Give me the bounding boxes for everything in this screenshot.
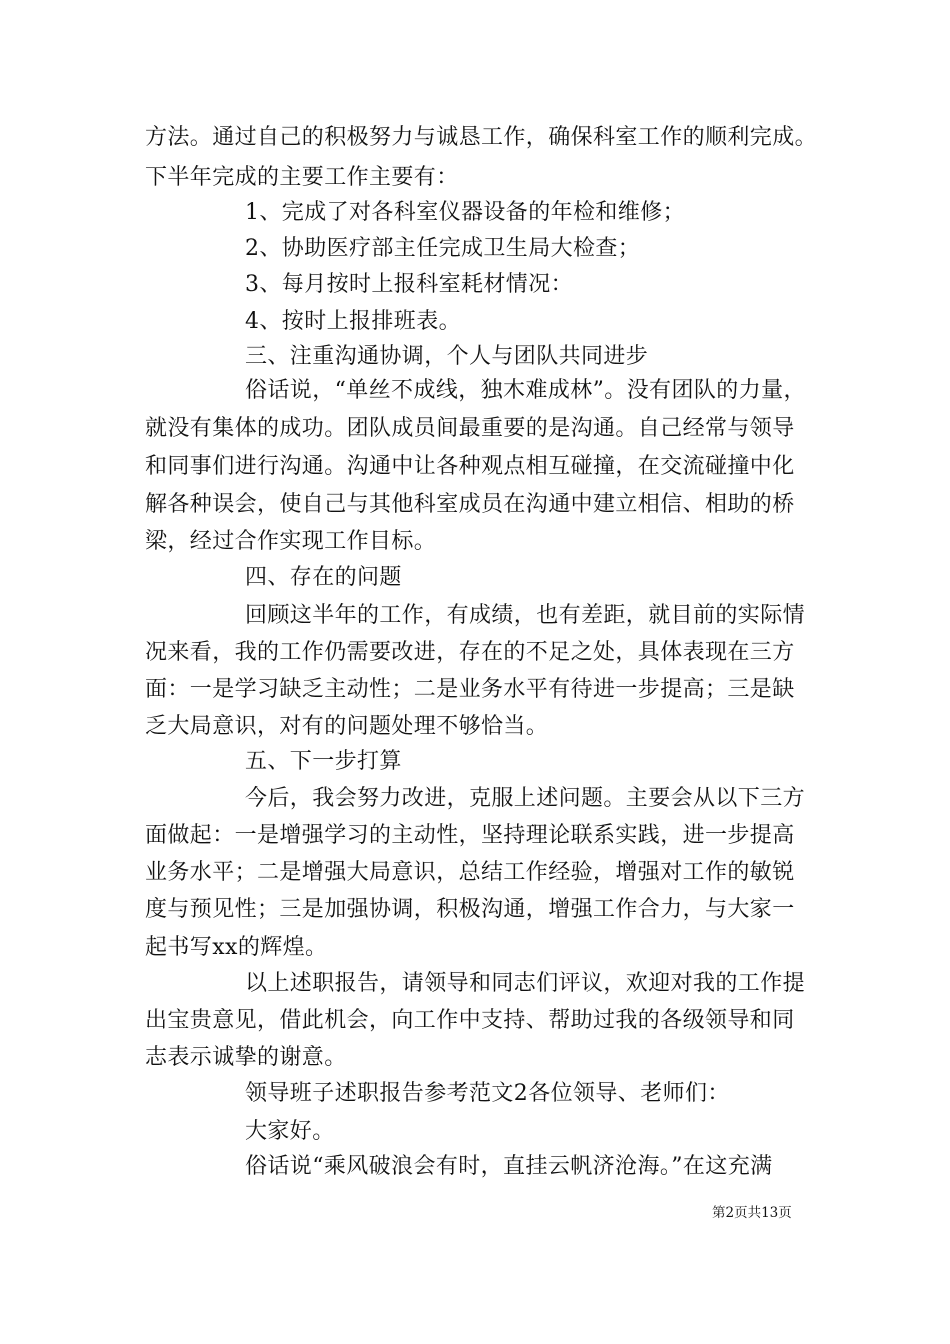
paragraph-line: 大家好。 [245, 1119, 335, 1144]
list-item: 4、按时上报排班表。 [245, 309, 461, 334]
paragraph-line: 就没有集体的成功。团队成员间最重要的是沟通。自己经常与领导 [145, 416, 795, 441]
paragraph-line: 业务水平；二是增强大局意识，总结工作经验，增强对工作的敏锐 [145, 860, 795, 885]
paragraph-line: 乏大局意识，对有的问题处理不够恰当。 [145, 714, 549, 739]
paragraph-line: 起书写xx的辉煌。 [145, 935, 328, 960]
paragraph-line: 出宝贵意见，借此机会，向工作中支持、帮助过我的各级领导和同 [145, 1008, 795, 1033]
list-item: 2、协助医疗部主任完成卫生局大检查； [245, 236, 641, 261]
paragraph-line: 况来看，我的工作仍需要改进，存在的不足之处，具体表现在三方 [145, 640, 795, 665]
paragraph-line: 俗话说“乘风破浪会有时，直挂云帆济沧海。”在这充满 [245, 1154, 773, 1179]
list-item: 1、完成了对各科室仪器设备的年检和维修； [245, 200, 685, 225]
section-heading: 五、下一步打算 [245, 749, 402, 774]
section-heading: 四、存在的问题 [245, 565, 402, 590]
paragraph-line: 面做起：一是增强学习的主动性，坚持理论联系实践，进一步提高 [145, 823, 795, 848]
page-number-footer: 第2页共13页 [712, 1205, 792, 1221]
paragraph-line: 以上述职报告，请领导和同志们评议，欢迎对我的工作提 [245, 971, 806, 996]
paragraph-line: 领导班子述职报告参考范文2各位领导、老师们： [245, 1081, 730, 1106]
paragraph-line: 志表示诚挚的谢意。 [145, 1045, 347, 1070]
paragraph-line: 下半年完成的主要工作主要有： [145, 165, 459, 190]
paragraph-line: 解各种误会，使自己与其他科室成员在沟通中建立相信、相助的桥 [145, 492, 795, 517]
paragraph-line: 回顾这半年的工作，有成绩，也有差距，就目前的实际情 [245, 603, 806, 628]
paragraph-line: 俗话说，“单丝不成线，独木难成林”。没有团队的力量， [245, 378, 806, 403]
paragraph-line: 方法。通过自己的积极努力与诚恳工作，确保科室工作的顺利完成。 [145, 125, 818, 150]
paragraph-line: 面：一是学习缺乏主动性；二是业务水平有待进一步提高；三是缺 [145, 677, 795, 702]
paragraph-line: 梁，经过合作实现工作目标。 [145, 529, 437, 554]
paragraph-line: 和同事们进行沟通。沟通中让各种观点相互碰撞，在交流碰撞中化 [145, 454, 795, 479]
list-item: 3、每月按时上报科室耗材情况： [245, 272, 573, 297]
paragraph-line: 今后，我会努力改进，克服上述问题。主要会从以下三方 [245, 786, 806, 811]
section-heading: 三、注重沟通协调，个人与团队共同进步 [245, 344, 649, 369]
paragraph-line: 度与预见性；三是加强协调，积极沟通，增强工作合力，与大家一 [145, 897, 795, 922]
